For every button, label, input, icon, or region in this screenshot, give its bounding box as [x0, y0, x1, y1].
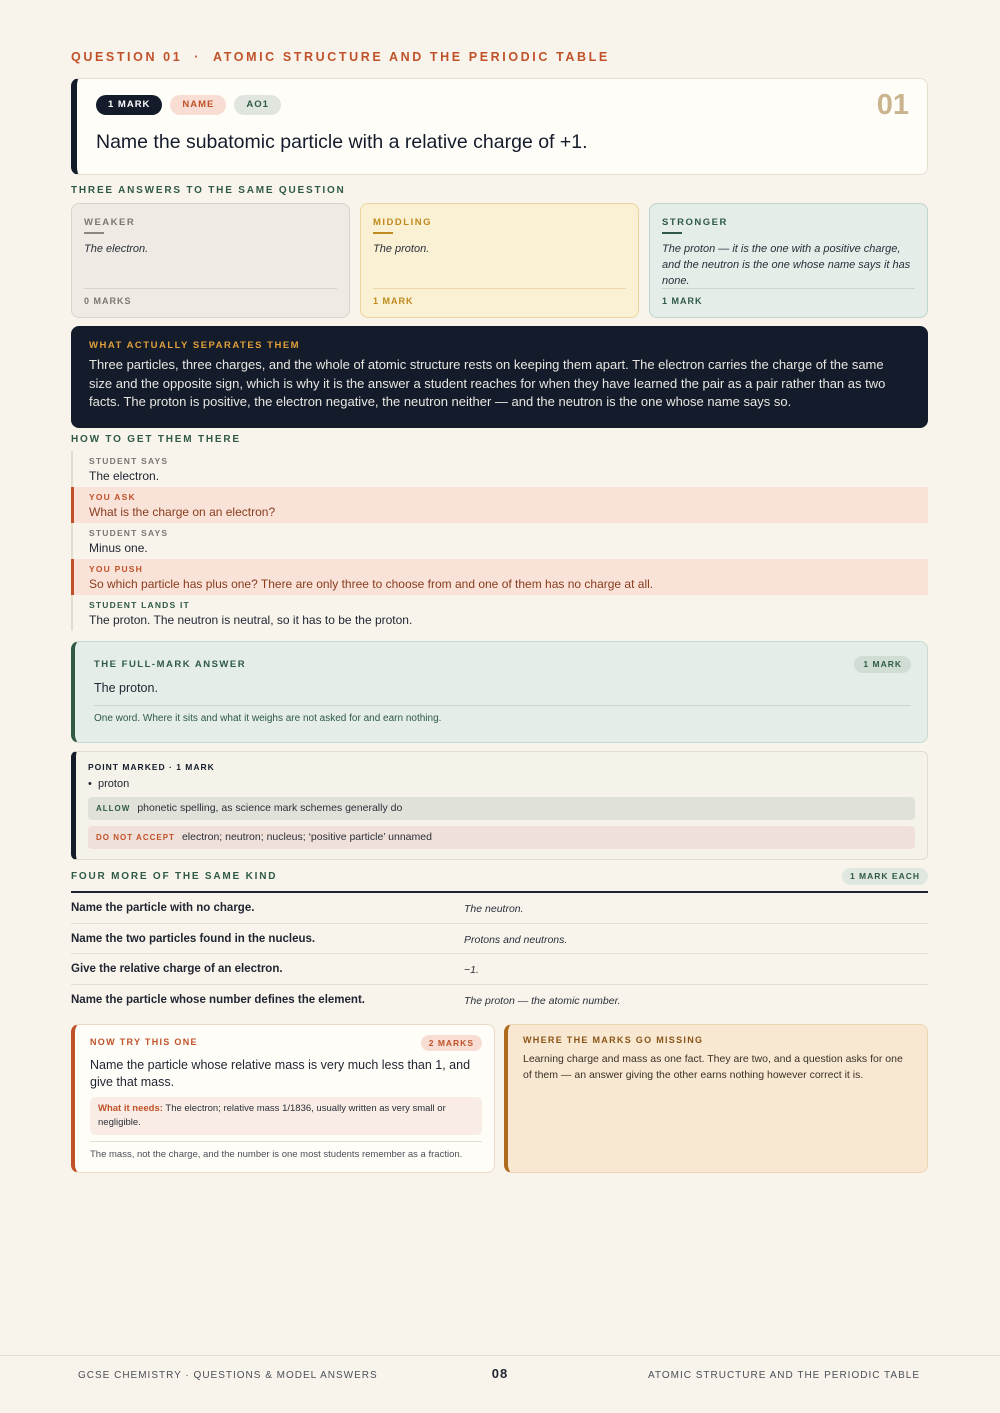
row-answer: The neutron.	[464, 903, 524, 915]
dialogue-line-student	[71, 523, 928, 559]
speech-text: The electron.	[89, 469, 160, 483]
do-not-accept-text: electron; neutron; nucleus; ‘positive particle’ unnamed	[181, 831, 432, 843]
point-marked-label: POINT MARKED · 1 MARK	[88, 762, 215, 772]
point-item	[88, 778, 129, 790]
missing-label: WHERE THE MARKS GO MISSING	[523, 1035, 704, 1045]
row-answer: The proton — the atomic number.	[464, 994, 621, 1007]
weaker-accent-bar	[84, 232, 104, 234]
middling-answer-card	[360, 203, 639, 318]
full-mark-note: One word. Where it sits and what it weighs are not asked for and earn nothing.	[94, 713, 442, 724]
stronger-label: STRONGER	[662, 217, 728, 228]
question-label: QUESTION 01	[71, 50, 183, 64]
try-label: NOW TRY THIS ONE	[90, 1037, 198, 1047]
try-badge: 2 MARKS	[421, 1035, 482, 1051]
middling-accent-bar	[373, 232, 393, 234]
point-item-text: proton	[98, 778, 130, 790]
question-text: Name the subatomic particle with a relative charge of +1.	[96, 131, 588, 153]
weaker-mark: 0 MARKS	[84, 296, 132, 306]
divider	[373, 288, 626, 289]
separates-text: Three particles, three charges, and the whole of atomic structure rests on keeping them apart. The electron carries the charge of the same size and the opposite sign, which is why it is the answer a student reaches for when they have learned the pair as a pair rather than as two facts. The proton is positive, the electron negative, the neutron neither — and the neutron is the one whose name says so.	[89, 357, 886, 410]
question-number: 01	[876, 89, 909, 121]
page-footer	[0, 1355, 1000, 1413]
question-kicker	[71, 50, 610, 64]
mark-scheme-point	[71, 751, 928, 860]
page-number: 08	[491, 1366, 509, 1381]
do-not-accept-key: DO NOT ACCEPT	[96, 833, 175, 842]
speech-text: The proton. The neutron is neutral, so it has to be the proton.	[89, 613, 413, 627]
speaker-label: STUDENT SAYS	[89, 528, 169, 538]
try-note: The mass, not the charge, and the number is one most students remember as a fraction.	[90, 1149, 463, 1160]
dialogue-line-teacher	[71, 487, 928, 523]
stronger-answer-card	[649, 203, 928, 318]
row-question: Name the particle whose number defines the element.	[71, 993, 365, 1006]
what-it-needs-box	[90, 1097, 482, 1135]
speech-text: So which particle has plus one? There are only three to choose from and one of them has no charge at all.	[89, 577, 654, 591]
dialogue-line-student	[71, 451, 928, 487]
divider	[94, 705, 911, 706]
speech-text: What is the charge on an electron?	[89, 505, 276, 519]
answers-section-label: THREE ANSWERS TO THE SAME QUESTION	[71, 185, 346, 196]
assessment-objective-tag: AO1	[234, 95, 281, 115]
weaker-label: WEAKER	[84, 217, 136, 228]
more-questions-header	[71, 868, 928, 893]
command-word-tag: NAME	[170, 95, 226, 115]
row-answer: Protons and neutrons.	[464, 933, 568, 946]
allow-text: phonetic spelling, as science mark schemes generally do	[137, 802, 403, 814]
speech-text: Minus one.	[89, 541, 148, 555]
divider	[90, 1141, 482, 1142]
speaker-label: YOU PUSH	[89, 564, 143, 574]
try-this-card	[71, 1024, 495, 1173]
stronger-answer-text: The proton — it is the one with a positive charge, and the neutron is the one whose name says it has none.	[662, 243, 911, 287]
needs-text: The electron; relative mass 1/1836, usually written as very small or negligible.	[98, 1103, 446, 1128]
footer-book-title: GCSE CHEMISTRY · QUESTIONS & MODEL ANSWERS	[78, 1370, 378, 1381]
try-question: Name the particle whose relative mass is very much less than 1, and give that mass.	[90, 1058, 471, 1089]
missing-text: Learning charge and mass as one fact. They are two, and a question asks for one of them — an answer giving the other earns nothing however correct it is.	[523, 1053, 903, 1081]
topic-label: ATOMIC STRUCTURE AND THE PERIODIC TABLE	[213, 50, 610, 64]
full-mark-label: THE FULL-MARK ANSWER	[94, 659, 247, 670]
stronger-accent-bar	[662, 232, 682, 234]
weaker-answer-card	[71, 203, 350, 318]
table-row	[71, 985, 928, 1016]
marks-missing-card	[504, 1024, 928, 1173]
table-row	[71, 954, 928, 985]
full-mark-badge: 1 MARK	[854, 656, 911, 673]
dialogue-line-teacher	[71, 559, 928, 595]
full-mark-answer-card	[71, 641, 928, 743]
row-question: Name the particle with no charge.	[71, 902, 255, 914]
row-answer: −1.	[464, 964, 479, 976]
more-questions-table	[71, 893, 928, 1015]
question-tags	[96, 95, 281, 115]
allow-key: ALLOW	[96, 804, 131, 813]
table-row	[71, 924, 928, 955]
dialogue	[71, 451, 928, 631]
table-row	[71, 893, 928, 924]
marks-tag: 1 MARK	[96, 95, 162, 115]
middling-answer-text: The proton.	[373, 243, 430, 255]
separates-panel	[71, 326, 928, 428]
dialogue-section-label: HOW TO GET THEM THERE	[71, 434, 241, 445]
speaker-label: STUDENT SAYS	[89, 456, 169, 466]
row-question: Name the two particles found in the nucleus.	[71, 932, 316, 945]
weaker-answer-text: The electron.	[84, 243, 149, 255]
speaker-label: STUDENT LANDS IT	[89, 600, 190, 610]
do-not-accept-row	[88, 826, 915, 849]
separates-label: WHAT ACTUALLY SEPARATES THEM	[89, 340, 301, 351]
allow-row	[88, 797, 915, 820]
footer-chapter-title: ATOMIC STRUCTURE AND THE PERIODIC TABLE	[648, 1370, 920, 1381]
bullet-icon: •	[88, 778, 92, 790]
divider	[84, 288, 337, 289]
middling-label: MIDDLING	[373, 217, 432, 228]
stronger-mark: 1 MARK	[662, 296, 703, 306]
needs-key: What it needs:	[98, 1103, 163, 1114]
more-questions-label: FOUR MORE OF THE SAME KIND	[71, 871, 278, 882]
speaker-label: YOU ASK	[89, 492, 136, 502]
more-questions-badge: 1 MARK EACH	[842, 868, 928, 885]
kicker-separator: ·	[194, 50, 202, 64]
dialogue-line-student-lands	[71, 595, 928, 631]
row-question: Give the relative charge of an electron.	[71, 963, 283, 975]
full-mark-answer: The proton.	[94, 681, 158, 695]
question-card	[71, 78, 928, 175]
divider	[662, 288, 915, 289]
middling-mark: 1 MARK	[373, 296, 414, 306]
